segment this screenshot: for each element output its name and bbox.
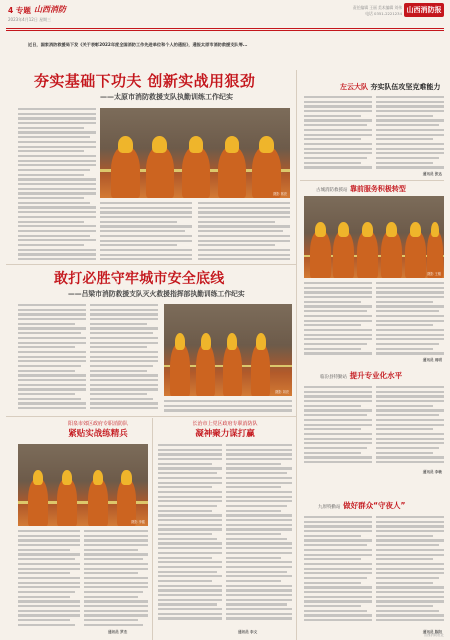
right-item-2-headline: 靠前服务积极转型	[349, 185, 406, 193]
second-article-column-2	[90, 304, 158, 412]
right-item-1-headline: 夯实队伍攻坚克难能力	[370, 83, 441, 91]
header-rule-thin	[6, 30, 444, 31]
right-item-1-prefix: 左云大队	[340, 83, 368, 91]
masthead-logo: 山西消防报	[404, 3, 444, 17]
bottom-item-1-headline: 紧贴实战练精兵	[68, 429, 128, 439]
main-article-title: 夯实基础下功夫 创新实战用狠劲	[34, 72, 256, 90]
phone-line: 电话 0351-2221234	[365, 11, 402, 16]
right-item-4-headline: 做好群众“守夜人”	[343, 501, 406, 510]
main-article-column-2	[100, 202, 192, 260]
right-item-3-headline: 提升专业化水平	[349, 371, 403, 380]
right-item-2-title	[316, 184, 446, 194]
right-item-3-author: 通讯员 李敏	[422, 470, 442, 474]
right-item-4-title	[318, 500, 446, 511]
right-item-1-col-a	[304, 96, 372, 170]
bottom-item-2-author: 通讯员 李文	[238, 630, 258, 634]
bottom-item-1-col-a	[18, 530, 80, 630]
second-article-column-3	[164, 400, 292, 412]
bottom-item-1-col-b	[84, 530, 148, 630]
lead-paragraph: 近日，国家消防救援局下发《关于表彰2022年度全国消防工作先进单位和个人的通报》，通报太原市消防救援支队等...	[28, 42, 248, 47]
right-item-4-col-b	[376, 516, 444, 628]
right-item-1-title	[340, 82, 450, 92]
second-article-title: 敢打必胜守牢城市安全底线	[54, 271, 225, 287]
right-item-4-author: 通讯员 陈阳	[422, 630, 442, 634]
right-item-3-col-b	[376, 386, 444, 468]
right-item-1-author: 通讯员 张达	[422, 172, 442, 176]
photo-credit: 摄影 刘亮	[275, 390, 289, 394]
main-article-subtitle: ——太原市消防救援支队执勤训练工作纪实	[100, 93, 233, 101]
bottom-item-2-headline: 凝神聚力谋打赢	[195, 429, 255, 439]
column-divider	[152, 418, 153, 640]
editor-info	[292, 5, 402, 17]
right-item-2-col-b	[376, 282, 444, 358]
right-item-2-prefix: 古城消防救援站	[316, 188, 348, 193]
page-header	[0, 0, 450, 38]
photo-credit: 摄影 王刚	[427, 272, 441, 276]
bottom-photo	[18, 444, 148, 526]
header-rule	[6, 28, 444, 29]
bottom-item-2-kicker: 长治市上党区政府专职消防队	[192, 421, 258, 427]
right-item-3-col-a	[304, 386, 372, 468]
main-article-column-3	[198, 202, 290, 260]
main-article-column-1	[18, 108, 96, 260]
issue-date: 2023年4月12日 星期三	[8, 17, 52, 22]
footer-mark: 山西消防报社	[423, 633, 444, 637]
right-item-3-title	[320, 370, 446, 381]
section-divider	[6, 264, 296, 265]
bottom-item-2-title	[160, 420, 290, 439]
section-divider	[300, 180, 444, 181]
second-photo	[164, 304, 292, 396]
main-photo	[100, 108, 290, 198]
right-item-2-author: 通讯员 周明	[422, 358, 442, 362]
right-photo	[304, 196, 444, 278]
photo-credit: 摄影 郭亮	[273, 192, 287, 196]
second-article-subtitle: ——吕梁市消防救援支队灭火救援指挥部执勤训练工作纪实	[68, 290, 245, 298]
page-number: 4 专题	[8, 6, 31, 15]
photo-credit: 摄影 李健	[131, 520, 145, 524]
bottom-item-1-kicker: 阳泉市郊区政府专职消防队	[67, 421, 128, 427]
right-item-2-col-a	[304, 282, 372, 358]
bottom-item-2-col-a	[158, 444, 222, 628]
bottom-item-1-author: 通讯员 罗杰	[108, 630, 128, 634]
bottom-item-2-col-b	[226, 444, 292, 628]
column-divider	[296, 70, 297, 640]
right-item-4-prefix: 九原特勤站	[318, 505, 341, 510]
editor-line: 责任编辑 王丽 美术编辑 刘伟	[352, 5, 402, 10]
right-item-4-col-a	[304, 516, 372, 628]
section-divider	[6, 416, 296, 417]
right-item-1-col-b	[376, 96, 444, 170]
right-item-3-prefix: 临汾县特勤站	[320, 375, 347, 380]
bottom-item-1-title	[38, 420, 158, 439]
section-name: 山西消防	[34, 5, 66, 14]
second-article-column-1	[18, 304, 86, 412]
